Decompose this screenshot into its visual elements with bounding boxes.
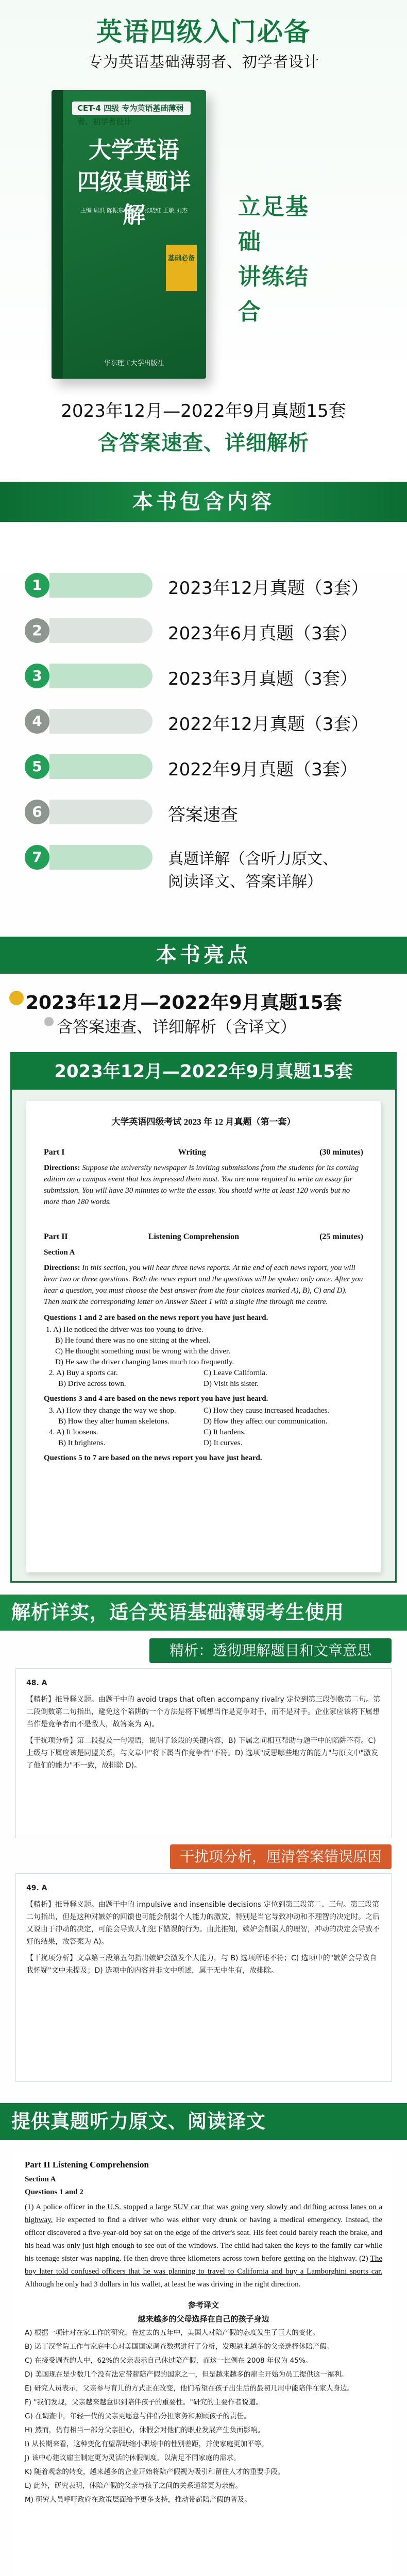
q4-option: C) It hardens. [204, 1428, 246, 1436]
q1-heading: Questions 1 and 2 are based on the news report you have just heard. [44, 1314, 268, 1322]
q1-option-a: 1. A) He noticed the driver was too young to drive. [46, 1326, 204, 1334]
transcripts-banner: 提供真题听力原文、阅读译文 [0, 2103, 407, 2140]
en-end: Although he only had 3 dollars in his wallet, at least he was driving in the right direction. [25, 2280, 301, 2289]
book-ribbon: CET-4 四级 专为英语基础薄弱者、初学者设计 [72, 101, 191, 115]
translation-title: 越来越多的父母选择在自己的孩子身边 [138, 2314, 269, 2324]
translation-paragraph: H) 然而，仍有相当一部分父亲担心，休假会对他们的职业发展产生负面影响。 [25, 2426, 265, 2434]
book-publisher: 华东理工大学出版社 [104, 360, 164, 367]
translation-paragraph: A) 根据一项针对在家工作的研究，在过去的五年中，美国人对陪产假的态度发生了巨大的变化。 [25, 2329, 320, 2337]
main-subtitle: 专为英语基础薄弱者、初学者设计 [87, 53, 319, 71]
q2-options [49, 1369, 363, 1388]
item-number: 6 [25, 800, 49, 824]
part1-heading [44, 1148, 363, 1157]
translation-paragraph: E) 研究人员表示，父亲参与育儿的方式正在改变，他们希望在孩子出生后的最初几周中能陪伴在家人身边。 [25, 2384, 354, 2393]
q3-option: 3. A) How they change the way we shop. [49, 1406, 176, 1415]
hero-section [0, 0, 407, 397]
explanation-tag-distractor: 干扰项分析，厘清答案错误原因 [170, 1844, 392, 1869]
q2-option: B) Drive across town. [58, 1380, 126, 1388]
item-text: 2023年12月真题（3套） [168, 578, 369, 599]
q2-option: C) Leave California. [204, 1369, 267, 1377]
item-number: 7 [25, 845, 49, 870]
part1-label: Part I [44, 1148, 65, 1157]
contents-banner: 本书包含内容 [0, 482, 407, 522]
paper-title: 大学英语四级考试 2023 年 12 月真题（第一套） [111, 1117, 296, 1127]
part2-name: Listening Comprehension [148, 1232, 239, 1241]
transcript-part: Part II Listening Comprehension [25, 2160, 149, 2170]
q3-heading: Questions 3 and 4 are based on the news report you have just heard. [44, 1395, 268, 1403]
explanation-block-48 [15, 1668, 392, 1838]
answers-line: 含答案速查、详细解析 [98, 431, 309, 455]
translation-label: 参考译文 [188, 2300, 219, 2310]
item-number: 2 [25, 618, 49, 643]
range-section [0, 397, 407, 572]
item-bar [49, 709, 152, 734]
item-text: 2022年9月真题（3套） [168, 759, 358, 780]
contents-item [0, 616, 407, 647]
item-bar [49, 618, 152, 643]
section-label: Section A [44, 1248, 75, 1257]
contents-item [0, 798, 407, 828]
translation-paragraph: G) 在调查中，年轻一代的父亲更愿意与伴侣分担家务和照顾孩子的责任。 [25, 2412, 251, 2420]
q1-option-b: B) He found there was no one sitting at the wheel. [55, 1336, 211, 1345]
q3-option: D) How they affect our communication. [204, 1417, 328, 1426]
part1-name: Writing [178, 1148, 206, 1157]
main-title: 英语四级入门必备 [96, 17, 311, 47]
exp2-paragraph: 【精析】推导释义题。由题干中的 impulsive and insensible decisions 定位到第三段第二、三句。第三段第二句指出，但是这种对嫉妒的回馈也可能会削弱个人能力的激发，特别是当它导致冲动和不理智的决定时。之后又说由于冲动的决定，可能会导致人们犯下错误的行为。由此推知，嫉妒会削弱人的理智，冲动的决定会导致不好的结果，故答案为 A)。 [26, 1901, 380, 1946]
highlight-bullet-small-icon [44, 1017, 54, 1026]
book-title-line2: 四级真题详解 [77, 169, 191, 228]
book-authors: 主编 周洪 陈振东 赵春艳 张晓红 王敏 刘杰 [80, 207, 188, 214]
item-bar [49, 664, 152, 688]
book-cover [52, 90, 206, 379]
translation-paragraph: D) 美国现在是少数几个没有法定带薪陪产假的国家之一，但是越来越多的雇主开始为员工提供这一福利。 [25, 2370, 348, 2379]
range-line: 2023年12月—2022年9月真题15套 [61, 401, 346, 421]
contents-item [0, 707, 407, 738]
explanation-banner: 解析详实，适合英语基础薄弱考生使用 [0, 1595, 407, 1631]
directions2-label: Directions: [44, 1264, 80, 1272]
explanation-tag-analysis: 精析：透彻理解题目和文章意思 [149, 1638, 392, 1663]
part2-label: Part II [44, 1232, 68, 1241]
item-text: 2023年3月真题（3套） [168, 669, 358, 689]
en-middle: He expected to find a driver who was either very drunk or having a medical emergency. Instead, the officer discovered a five-year-old boy sat on the edge of the driver's seat. His feet could barely reach the brake, and his head was only just high enough to see out of the windows. The child had taken the keys to the family car while his teenage sister was napping. He then drove three kilometers across town before getting on the highway. (2) [25, 2216, 382, 2263]
q1-option-d: D) He saw the driver changing lanes much too frequently. [55, 1358, 234, 1366]
translation-paragraph: K) 随着观念的转变，越来越多的企业开始将陪产假视为吸引和留住人才的重要手段。 [25, 2468, 285, 2476]
item-bar [49, 754, 152, 779]
item-text: 真题详解（含听力原文、 [168, 850, 338, 868]
translation-paragraph: I) 从长期来看，这种变化有望帮助缩小职场中的性别差距，并使家庭更加平等。 [25, 2440, 268, 2448]
item-bar [49, 845, 152, 870]
exp2-number: 49. A [26, 1884, 47, 1892]
q4-option: D) It curves. [204, 1439, 243, 1447]
book-badge: 基础必备 [166, 245, 197, 291]
q2-option: 2. A) Buy a sports car. [49, 1369, 118, 1377]
item-text: 2023年6月真题（3套） [168, 623, 358, 644]
directions2-text: In this section, you will hear three news reports. At the end of each news report, you will hear two or three questions. Both the news report and the questions will be spoken only once. After you hear a question, you must choose the best answer from the four choices marked A), B), C) and D). Then mark the corresponding letter on Answer Sheet 1 with a single line through the centre. [44, 1264, 363, 1306]
slogan-line1: 立足基础 [238, 194, 309, 255]
item-bar [49, 573, 152, 598]
highlight-bullet-icon [9, 991, 24, 1005]
item-text: 2022年12月真题（3套） [168, 714, 369, 735]
listening-transcript [14, 2151, 393, 2576]
transcript-english [25, 2201, 382, 2291]
translation-paragraph: M) 研究人员呼吁政府在政策层面给予更多支持，推动带薪陪产假的普及。 [25, 2496, 251, 2504]
part2-heading [44, 1232, 363, 1242]
en-before: (1) A police officer in [25, 2203, 96, 2211]
en-underlined-2: The boy later told confused officers that he was planning to travel to California and buy a Lamborghini sports car. [25, 2255, 382, 2276]
preview-header: 2023年12月—2022年9月真题15套 [12, 1054, 395, 1090]
q3-option: C) How they cause increased headaches. [204, 1406, 330, 1415]
item-number: 1 [25, 573, 49, 598]
q3-option: B) How they alter human skeletons. [58, 1417, 169, 1426]
exp2-paragraph: 【干扰项分析】文章第三段第五句指出嫉妒会激发个人能力，与 B) 选项所述不符；C) 选项中的"嫉妒会导致自我怀疑"文中未提及；D) 选项中的内容并非文中所述，属于无中生有，故排除。 [26, 1954, 377, 1975]
slogan [238, 190, 331, 330]
item-bar [49, 800, 152, 824]
part1-time: (30 minutes) [319, 1148, 363, 1157]
q1-option-c: C) He thought something must be wrong with the driver. [55, 1347, 230, 1355]
exam-paper [26, 1101, 381, 1572]
item-text-line2: 阅读译文、答案详解） [168, 873, 323, 891]
part2-directions [44, 1262, 363, 1308]
contents-item [0, 571, 407, 602]
exp1-number: 48. A [26, 1679, 47, 1687]
highlight-line1: 2023年12月—2022年9月真题15套 [26, 992, 342, 1013]
transcript-section: Section A [25, 2175, 56, 2183]
translation-paragraph: F) "我们发现，父亲越来越意识到陪伴孩子的重要性。"研究的主要作者说道。 [25, 2398, 263, 2406]
contents-item [0, 662, 407, 692]
directions-label: Directions: [44, 1164, 80, 1172]
translation-paragraph: B) 诺丁汉学院工作与家庭中心对美国国家调查数据进行了分析，发现越来越多的父亲选择休陪产假。 [25, 2343, 334, 2351]
item-number: 4 [25, 709, 49, 734]
en-underlined-1: the U.S. stopped a large SUV car that was going very slowly and drifting across lanes on a highway. [25, 2203, 382, 2224]
exp1-paragraph: 【精析】推导释义题。由题干中的 avoid traps that often accompany rivalry 定位到第三段倒数第二句。第二段倒数第二句指出，避免这个陷阱的一个方法是将下属想当作是竞争对手，而不是对手。企业家应该将下属想当作是竞争者而不是敌人，故答案为 A)。 [26, 1696, 381, 1728]
book-spine [52, 90, 63, 379]
translation-paragraph: J) 该中心建议雇主制定更为灵活的休假制度，以满足不同家庭的需求。 [25, 2454, 241, 2462]
highlight-line2: 含答案速查、详细解析（含译文） [57, 1018, 296, 1037]
contents-item [0, 752, 407, 783]
transcript-questions: Questions 1 and 2 [25, 2188, 83, 2196]
item-number: 3 [25, 664, 49, 688]
directions-text: Suppose the university newspaper is inviting submissions from the students for its coming edition on a campus event that has impressed them most. You are now required to write an essay for submission. You will have 30 minutes to write the essay. You should write at least 120 words but no more than 180 words. [44, 1164, 359, 1206]
slogan-line2: 讲练结合 [238, 264, 309, 325]
translation-paragraph: C) 在接受调查的人中，62%的父亲表示自己休过陪产假，而这一比例在 2008 年仅为 45%。 [25, 2357, 313, 2365]
q4-option: 4. A) It loosens. [49, 1428, 98, 1436]
translation-paragraph: L) 此外，研究表明，休陪产假的父亲与孩子之间的关系通常更为亲密。 [25, 2482, 243, 2490]
item-text: 答案速查 [168, 805, 238, 825]
explanation-block-49 [15, 1873, 392, 2082]
exp1-paragraph: 【干扰项分析】第二段提及一句短语，说明了该段的关键内容，B) 下属之间相互帮助与题干中的陷阱不符。C) 上级与下属应该是同盟关系，与文章中"将下属当作竞争者"不符。D) 选项"反思哪些地方的能力"与原文中"激发了他们的能力"不一致，故排除 D)。 [26, 1737, 378, 1770]
q3-options [49, 1406, 363, 1448]
highlights-banner: 本书亮点 [0, 937, 407, 974]
exam-preview [10, 1052, 397, 1583]
book-title-line1: 大学英语 [89, 137, 179, 163]
item-number: 5 [25, 754, 49, 779]
part1-directions [44, 1162, 363, 1208]
part2-time: (25 minutes) [319, 1232, 363, 1241]
contents-item [0, 843, 407, 894]
q2-option: D) Visit his sister. [204, 1380, 259, 1388]
spacer [44, 1212, 363, 1232]
q4-option: B) It brightens. [58, 1439, 106, 1447]
q5-heading: Questions 5 to 7 are based on the news report you have just heard. [44, 1454, 262, 1462]
